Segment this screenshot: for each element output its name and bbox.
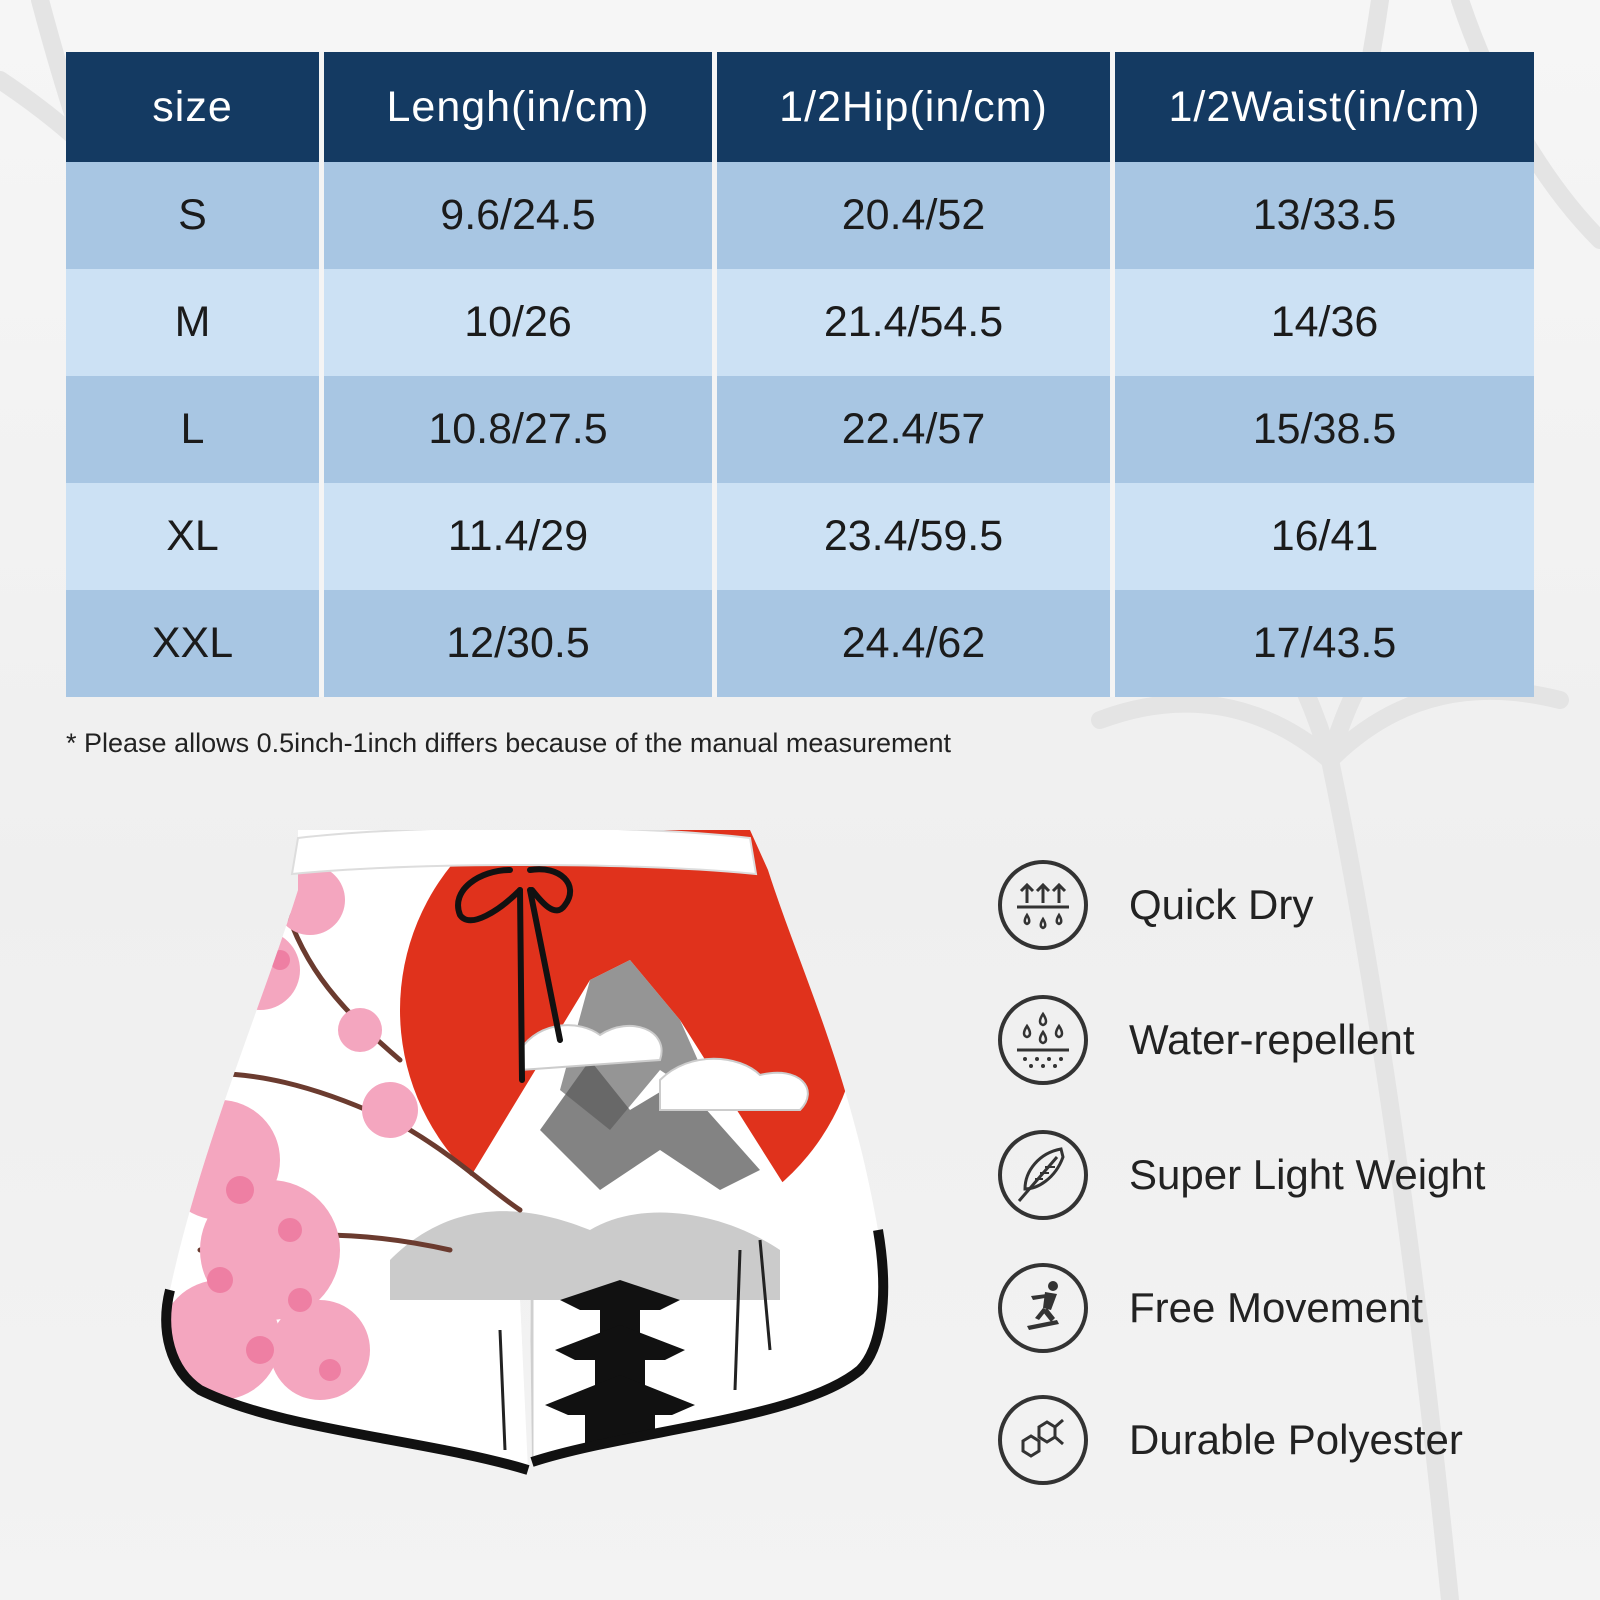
table-row <box>66 483 1534 590</box>
molecule-icon <box>995 1392 1091 1488</box>
feature-item <box>995 1258 1595 1358</box>
size-cell: S <box>66 162 324 269</box>
table-header-row <box>66 52 1534 162</box>
header-size: size <box>66 52 324 162</box>
waist-cell: 13/33.5 <box>1115 162 1534 269</box>
hip-cell: 21.4/54.5 <box>717 269 1115 376</box>
size-cell: XXL <box>66 590 324 697</box>
length-cell: 10/26 <box>324 269 717 376</box>
table-row <box>66 269 1534 376</box>
header-half-waist: 1/2Waist(in/cm) <box>1115 52 1534 162</box>
size-cell: L <box>66 376 324 483</box>
waist-cell: 16/41 <box>1115 483 1534 590</box>
header-half-hip: 1/2Hip(in/cm) <box>717 52 1115 162</box>
feature-label: Super Light Weight <box>1129 1151 1486 1198</box>
table-row <box>66 376 1534 483</box>
feature-item <box>995 1125 1595 1225</box>
measurement-note: * Please allows 0.5inch-1inch differs because of the manual measurement <box>66 728 952 758</box>
size-chart-table <box>66 52 1534 697</box>
water-repellent-icon <box>995 992 1091 1088</box>
size-cell: XL <box>66 483 324 590</box>
hip-cell: 22.4/57 <box>717 376 1115 483</box>
length-cell: 9.6/24.5 <box>324 162 717 269</box>
size-cell: M <box>66 269 324 376</box>
feature-label: Quick Dry <box>1129 881 1314 928</box>
hip-cell: 24.4/62 <box>717 590 1115 697</box>
quick-dry-icon <box>995 857 1091 953</box>
table-row <box>66 162 1534 269</box>
feature-item <box>995 990 1595 1090</box>
feature-label: Free Movement <box>1129 1284 1424 1331</box>
hip-cell: 20.4/52 <box>717 162 1115 269</box>
feature-label: Durable Polyester <box>1129 1416 1463 1463</box>
feature-item <box>995 855 1595 955</box>
shorts-product-image <box>160 830 900 1530</box>
hip-cell: 23.4/59.5 <box>717 483 1115 590</box>
header-length: Lengh(in/cm) <box>324 52 717 162</box>
waist-cell: 17/43.5 <box>1115 590 1534 697</box>
waist-cell: 15/38.5 <box>1115 376 1534 483</box>
skater-icon <box>995 1260 1091 1356</box>
table-row <box>66 590 1534 697</box>
feather-icon <box>995 1127 1091 1223</box>
length-cell: 10.8/27.5 <box>324 376 717 483</box>
waist-cell: 14/36 <box>1115 269 1534 376</box>
feature-label: Water-repellent <box>1129 1016 1415 1063</box>
length-cell: 11.4/29 <box>324 483 717 590</box>
length-cell: 12/30.5 <box>324 590 717 697</box>
feature-item <box>995 1390 1595 1490</box>
